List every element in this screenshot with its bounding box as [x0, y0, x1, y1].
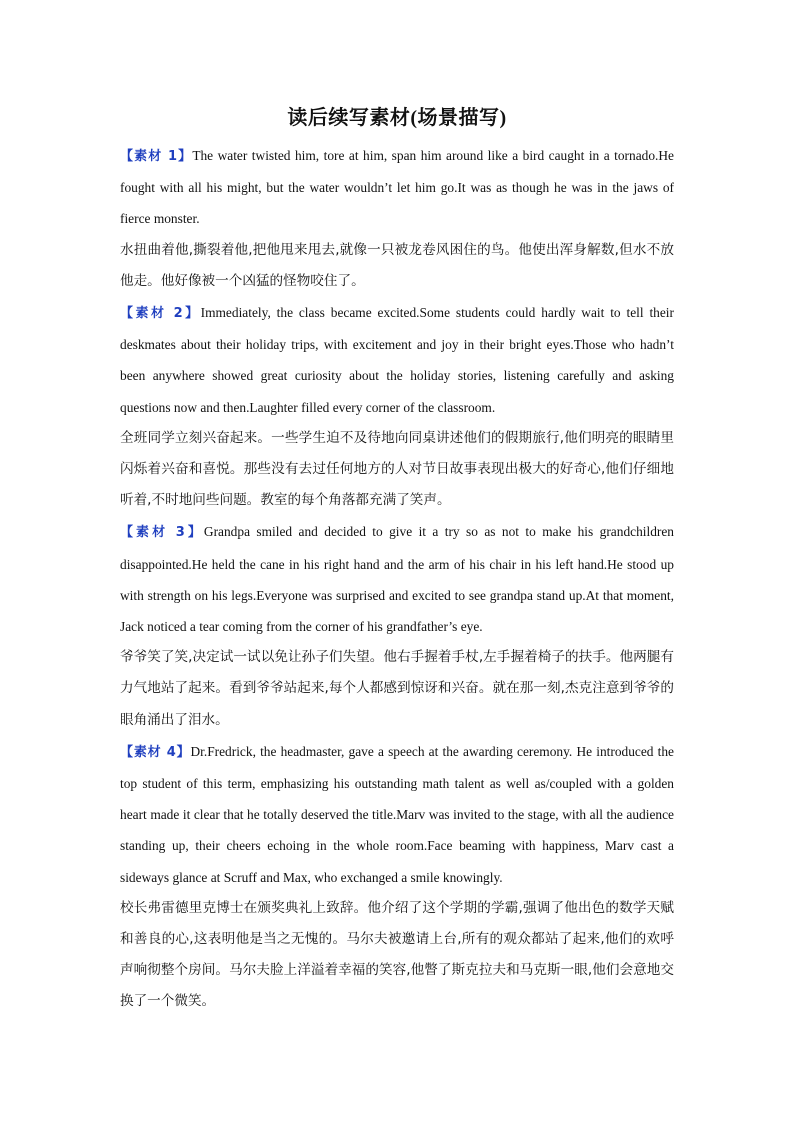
document-page: [120, 104, 674, 1018]
material-2: [120, 297, 674, 516]
material-4-english: [120, 736, 674, 893]
material-2-tag: 【素材 2】: [120, 306, 201, 322]
page-title: 读后续写素材(场景描写): [287, 107, 507, 129]
material-1-chinese: 水扭曲着他,撕裂着他,把他甩来甩去,就像一只被龙卷风困住的鸟。他使出浑身解数,但水不放他走。他好像被一个凶猛的怪物咬住了。: [120, 241, 674, 289]
material-4-chinese: 校长弗雷德里克博士在颁奖典礼上致辞。他介绍了这个学期的学霸,强调了他出色的数学天赋和善良的心,这表明他是当之无愧的。马尔夫被邀请上台,所有的观众都站了起来,他们的欢呼声响彻整个房间。马尔夫脸上洋溢着幸福的笑容,他瞥了斯克拉夫和马克斯一眼,他们会意地交换了一个微笑。: [120, 899, 674, 1010]
material-1-english-text: The water twisted him, tore at him, span him around like a bird caught in a tornado.He fought with all his might, but the water wouldn’t let him go.It was as though he was in the jaws of fierce monster.: [120, 148, 674, 227]
material-3-english-text: Grandpa smiled and decided to give it a try so as not to make his grandchildren disappointed.He held the cane in his right hand and the arm of his chair in his left hand.He stood up with strength on his legs.Everyone was surprised and excited to see grandpa stand up.At that moment, Jack noticed a tear coming from the corner of his grandfather’s eye.: [120, 524, 675, 635]
material-3-english: [120, 516, 674, 642]
material-3-tag: 【素材 3】: [120, 525, 204, 541]
material-4: [120, 736, 674, 1018]
material-1-tag: 【素材 1】: [120, 149, 193, 164]
material-1: [120, 140, 674, 297]
material-3-chinese: 爷爷笑了笑,决定试一试以免让孙子们失望。他右手握着手杖,左手握着椅子的扶手。他两腿有力气地站了起来。看到爷爷站起来,每个人都感到惊讶和兴奋。就在那一刻,杰克注意到爷爷的眼角涌出了泪水。: [120, 649, 674, 728]
material-2-english-text: Immediately, the class became excited.Some students could hardly wait to tell their deskmates about their holiday trips, with excitement and joy in their bright eyes.Those who hadn’t been anywhere showed great curiosity about the holiday stories, listening carefully and asking questions now and then.Laughter filled every corner of the classroom.: [120, 305, 674, 415]
material-4-tag: 【素材 4】: [120, 744, 191, 760]
material-2-english: [120, 297, 674, 423]
material-1-english: [120, 140, 674, 235]
material-3: [120, 516, 674, 735]
material-4-english-text: Dr.Fredrick, the headmaster, gave a speech at the awarding ceremony. He introduced the top student of this term, emphasizing his outstanding math talent as well as/coupled with a golden heart made it clear that he totally deserved the title.Marv was invited to the stage, with all the audience standing up, their cheers echoing in the whole room.Face beaming with happiness, Marv cast a sideways glance at Scruff and Max, who exchanged a smile knowingly.: [120, 743, 675, 885]
material-2-chinese: 全班同学立刻兴奋起来。一些学生迫不及待地向同桌讲述他们的假期旅行,他们明亮的眼睛里闪烁着兴奋和喜悦。那些没有去过任何地方的人对节日故事表现出极大的好奇心,他们仔细地听着,不时地问些问题。教室的每个角落都充满了笑声。: [120, 429, 674, 509]
